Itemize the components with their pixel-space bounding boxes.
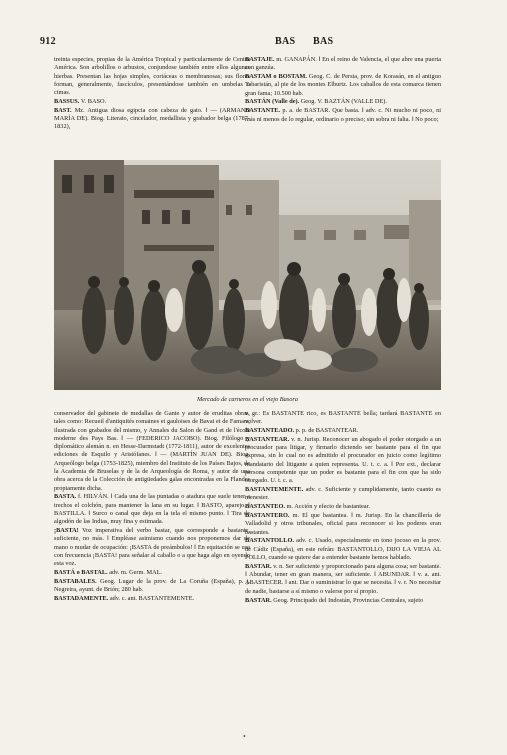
- column-bottom-left: [54, 410, 250, 604]
- dictionary-entry: [54, 56, 250, 97]
- entry-headword: BASTAJE.: [245, 56, 275, 63]
- page-number: 912: [40, 36, 56, 47]
- entry-definition: v. gr.: Es BASTANTE rico, es BASTANTE bella; tardará BASTANTE en volver.: [245, 410, 441, 426]
- entry-definition: V. BASO.: [80, 97, 107, 105]
- dictionary-entry: [245, 107, 441, 124]
- entry-headword: BASTÁN (Valle de).: [245, 98, 300, 106]
- entry-headword: BASTAR.: [245, 562, 272, 570]
- entry-definition: adv. c. Suficiente y cumplidamente, tanto cuanto es menester.: [245, 486, 442, 502]
- entry-definition: Voz imperativa del verbo bastar, que corresponde a bastante, suficiente, no más. ‖ Empléase asimismo cuando nos proponemos dar de mano o mudar de ocupación: ¡BASTA de preámbulos! ‖ En equitación se usa con frecuencia ¡BASTA! para señalar al caballo o a que haga algo en oyendo esta voz.: [54, 527, 250, 568]
- dictionary-entry: [245, 56, 441, 73]
- entry-headword: BASTABALES.: [54, 577, 97, 585]
- entry-headword: BAST.: [54, 106, 72, 114]
- entry-headword: BASTADAMENTE.: [54, 595, 109, 603]
- dictionary-entry: [54, 493, 250, 526]
- entry-headword: BASTANTEMENTE.: [245, 486, 304, 494]
- column-bottom-right: [245, 410, 441, 605]
- dictionary-entry: [245, 503, 441, 511]
- entry-definition: f. HILVÁN. ‖ Cada una de las puntadas o atadura que suele tener a trechos el colchón, para mantener la lana en su lugar. ‖ BASTO, aparejo. ‖ BASTILLA. ‖ Surco o canal que deja en la tela el mismo punto. ‖ Tira de algodón de las Indias, muy fina y estimada.: [54, 493, 250, 526]
- entry-definition: treinta especies, propias de la América Tropical y particularmente de Centro América. Son arbolillos o arbustos, conjundose también entre ellos algunas hierbas. Presentan las hojas simples, coriáceas o membranosas; sus flores forman, generalmente, fascículos, presentándose también en umbelas o cimas.: [54, 56, 250, 97]
- dictionary-entry: [245, 597, 441, 605]
- dictionary-entry: [54, 527, 250, 568]
- photo-caption: Mercado de carneros en el viejo Basora: [197, 396, 298, 403]
- dictionary-entry: [245, 98, 441, 106]
- entry-headword: BASTAR.: [245, 596, 272, 604]
- entry-definition: Geog. Lugar de la prov. de La Coruña (España), p. j. Negreira, ayunt. de Brión; 280 hab.: [54, 577, 250, 594]
- running-head-left: BAS: [275, 36, 296, 47]
- entry-definition: Geog. Principado del Indostán, Provincias Centrales, sujeto: [273, 596, 424, 604]
- dictionary-entry: [54, 410, 250, 493]
- entry-headword: BASTANTEADO.: [245, 427, 295, 435]
- dictionary-entry: [245, 537, 441, 562]
- dictionary-entry: [54, 569, 250, 577]
- entry-headword: BASTANTE.: [245, 107, 281, 115]
- entry-definition: m. El que bastantea. ‖ m. Jurisp. En la chancillería de Valladolid y otros tribunales, oficial para reconocer si los poderes eran bastantes.: [245, 512, 442, 536]
- dictionary-entry: [245, 410, 441, 427]
- sheep-market-photo-illustration: [54, 160, 441, 390]
- dictionary-entry: [245, 512, 441, 537]
- entry-definition: conservador del gabinete de medallas de Gante y autor de eruditas obras, tales como: Recueil d'antiquités romaines et gauloises de Bavai et de Famars, ilustrada con grabados del mismo, y Annales du Salon de Gand et de l'école moderne des Pays Bas. ‖ — (FEDERICO JACOBO). Biog. Filólogo y diplomático alemán n. en Hesse-Darmstadt (1772-1811), autor de excelentes ediciones de Esquilo y Aristófanes. ‖ — (MARTÍN JUAN DE). Biog. Arqueólogo belga (1753-1825), miembro del Instituto de los Países Bajos, de la Academia de Bruselas y de la de Arqueología de Roma, y autor de una obra acerca de la Colección de antigüedades galas encontradas en la Flandes propiamente dicha.: [54, 410, 250, 492]
- running-head-right: BAS: [313, 36, 334, 47]
- column-top-right: [245, 56, 441, 124]
- entry-definition: Mz. Antigua diosa egipcia con cabeza de gato. ‖ — (ARMAND MARÍA DE). Biog. Literato, cincelador, medallista y grabador belga (1787-1832),: [54, 106, 250, 131]
- entry-headword: BASTANTOLLO.: [245, 537, 294, 545]
- entry-headword: BASTÁ o BASTAL.: [54, 569, 108, 577]
- entry-definition: Geog. V. BAZTÁN (VALLE DE).: [300, 98, 387, 106]
- entry-definition: m. Acción y efecto de bastantear.: [286, 503, 370, 511]
- entry-definition: Geog. C. de Persia, prov. de Korasán, en el antiguo Tabaristán, al pie de los montes Elburtz. Los caballos de esta comarca tienen gran fama; 10.500 hab.: [245, 73, 441, 97]
- dictionary-entry: [245, 563, 441, 596]
- entry-definition: v. n. Ser suficiente y proporcionado para alguna cosa; ser bastante. ‖ Abundar, tener en gran manera, ser suficiente. ‖ ABUNDAR. ‖ v. a. ant. ABASTECER. ‖ ant. Dar o suministrar lo que se necesita. ‖ v. r. No necesitar de nadie, bastarse a sí mismo o valerse por sí propio.: [245, 562, 442, 595]
- dictionary-entry: [245, 486, 441, 503]
- entry-definition: adv. c. ant. BASTANTEMENTE.: [109, 595, 195, 603]
- dictionary-entry: [54, 595, 250, 603]
- entry-headword: BASTANTEO.: [245, 503, 285, 511]
- entry-headword: BASSUS.: [54, 97, 80, 105]
- entry-headword: BASTA.: [54, 493, 77, 501]
- entry-definition: v. n. Jurisp. Reconocer un abogado el poder otorgado a un procurador para litigar, y firmarlo diciendo ser bastante para el fin que expresa, sin lo cual no es admitido el procurador en juicio como legítimo mandatario del litigante a quien representa. U. t. c. a. ‖ Por ext., declarar persona competente que un poder es bastante para el fin con que ha sido otorgado. U. t. c. a.: [245, 435, 441, 485]
- entry-definition: m. GANAPÁN. ‖ En el reino de Valencia, el que abre una puerta con ganzúa.: [245, 56, 441, 72]
- entry-headword: BASTANTEAR.: [245, 435, 290, 443]
- dictionary-entry: [54, 107, 250, 132]
- market-photo: [54, 160, 441, 390]
- entry-headword: BASTAM o BOSTAM.: [245, 73, 307, 81]
- entry-headword: BASTANTERO.: [245, 512, 290, 520]
- entry-headword: ¡BASTA!: [54, 527, 79, 535]
- dictionary-entry: [54, 98, 250, 106]
- dictionary-entry: [245, 73, 441, 98]
- entry-definition: adv. m. Germ. MAL.: [109, 569, 163, 577]
- entry-definition: adv. c. Usado, especialmente en tono jocoso en la prov. de Cádiz (España), en este refrán: BASTANTOLLO, DIJO LA VIEJA AL POLLO, cuando se quiere dar a entender bastante hemos hablado.: [245, 537, 441, 562]
- dictionary-entry: [54, 578, 250, 595]
- entry-definition: p. a. de BASTAR. Que basta. ‖ adv. c. Ni mucho ni poco, ni más ni menos de lo regular, ordinario o preciso; sin sobra ni falta. ‖ No poco;: [245, 107, 442, 123]
- entry-definition: p. p. de BASTANTEAR.: [295, 427, 359, 435]
- column-top-left: [54, 56, 250, 132]
- dictionary-entry: [245, 436, 441, 486]
- dictionary-entry: [245, 427, 441, 435]
- page-mark: •: [243, 732, 246, 741]
- page-header: [40, 36, 467, 50]
